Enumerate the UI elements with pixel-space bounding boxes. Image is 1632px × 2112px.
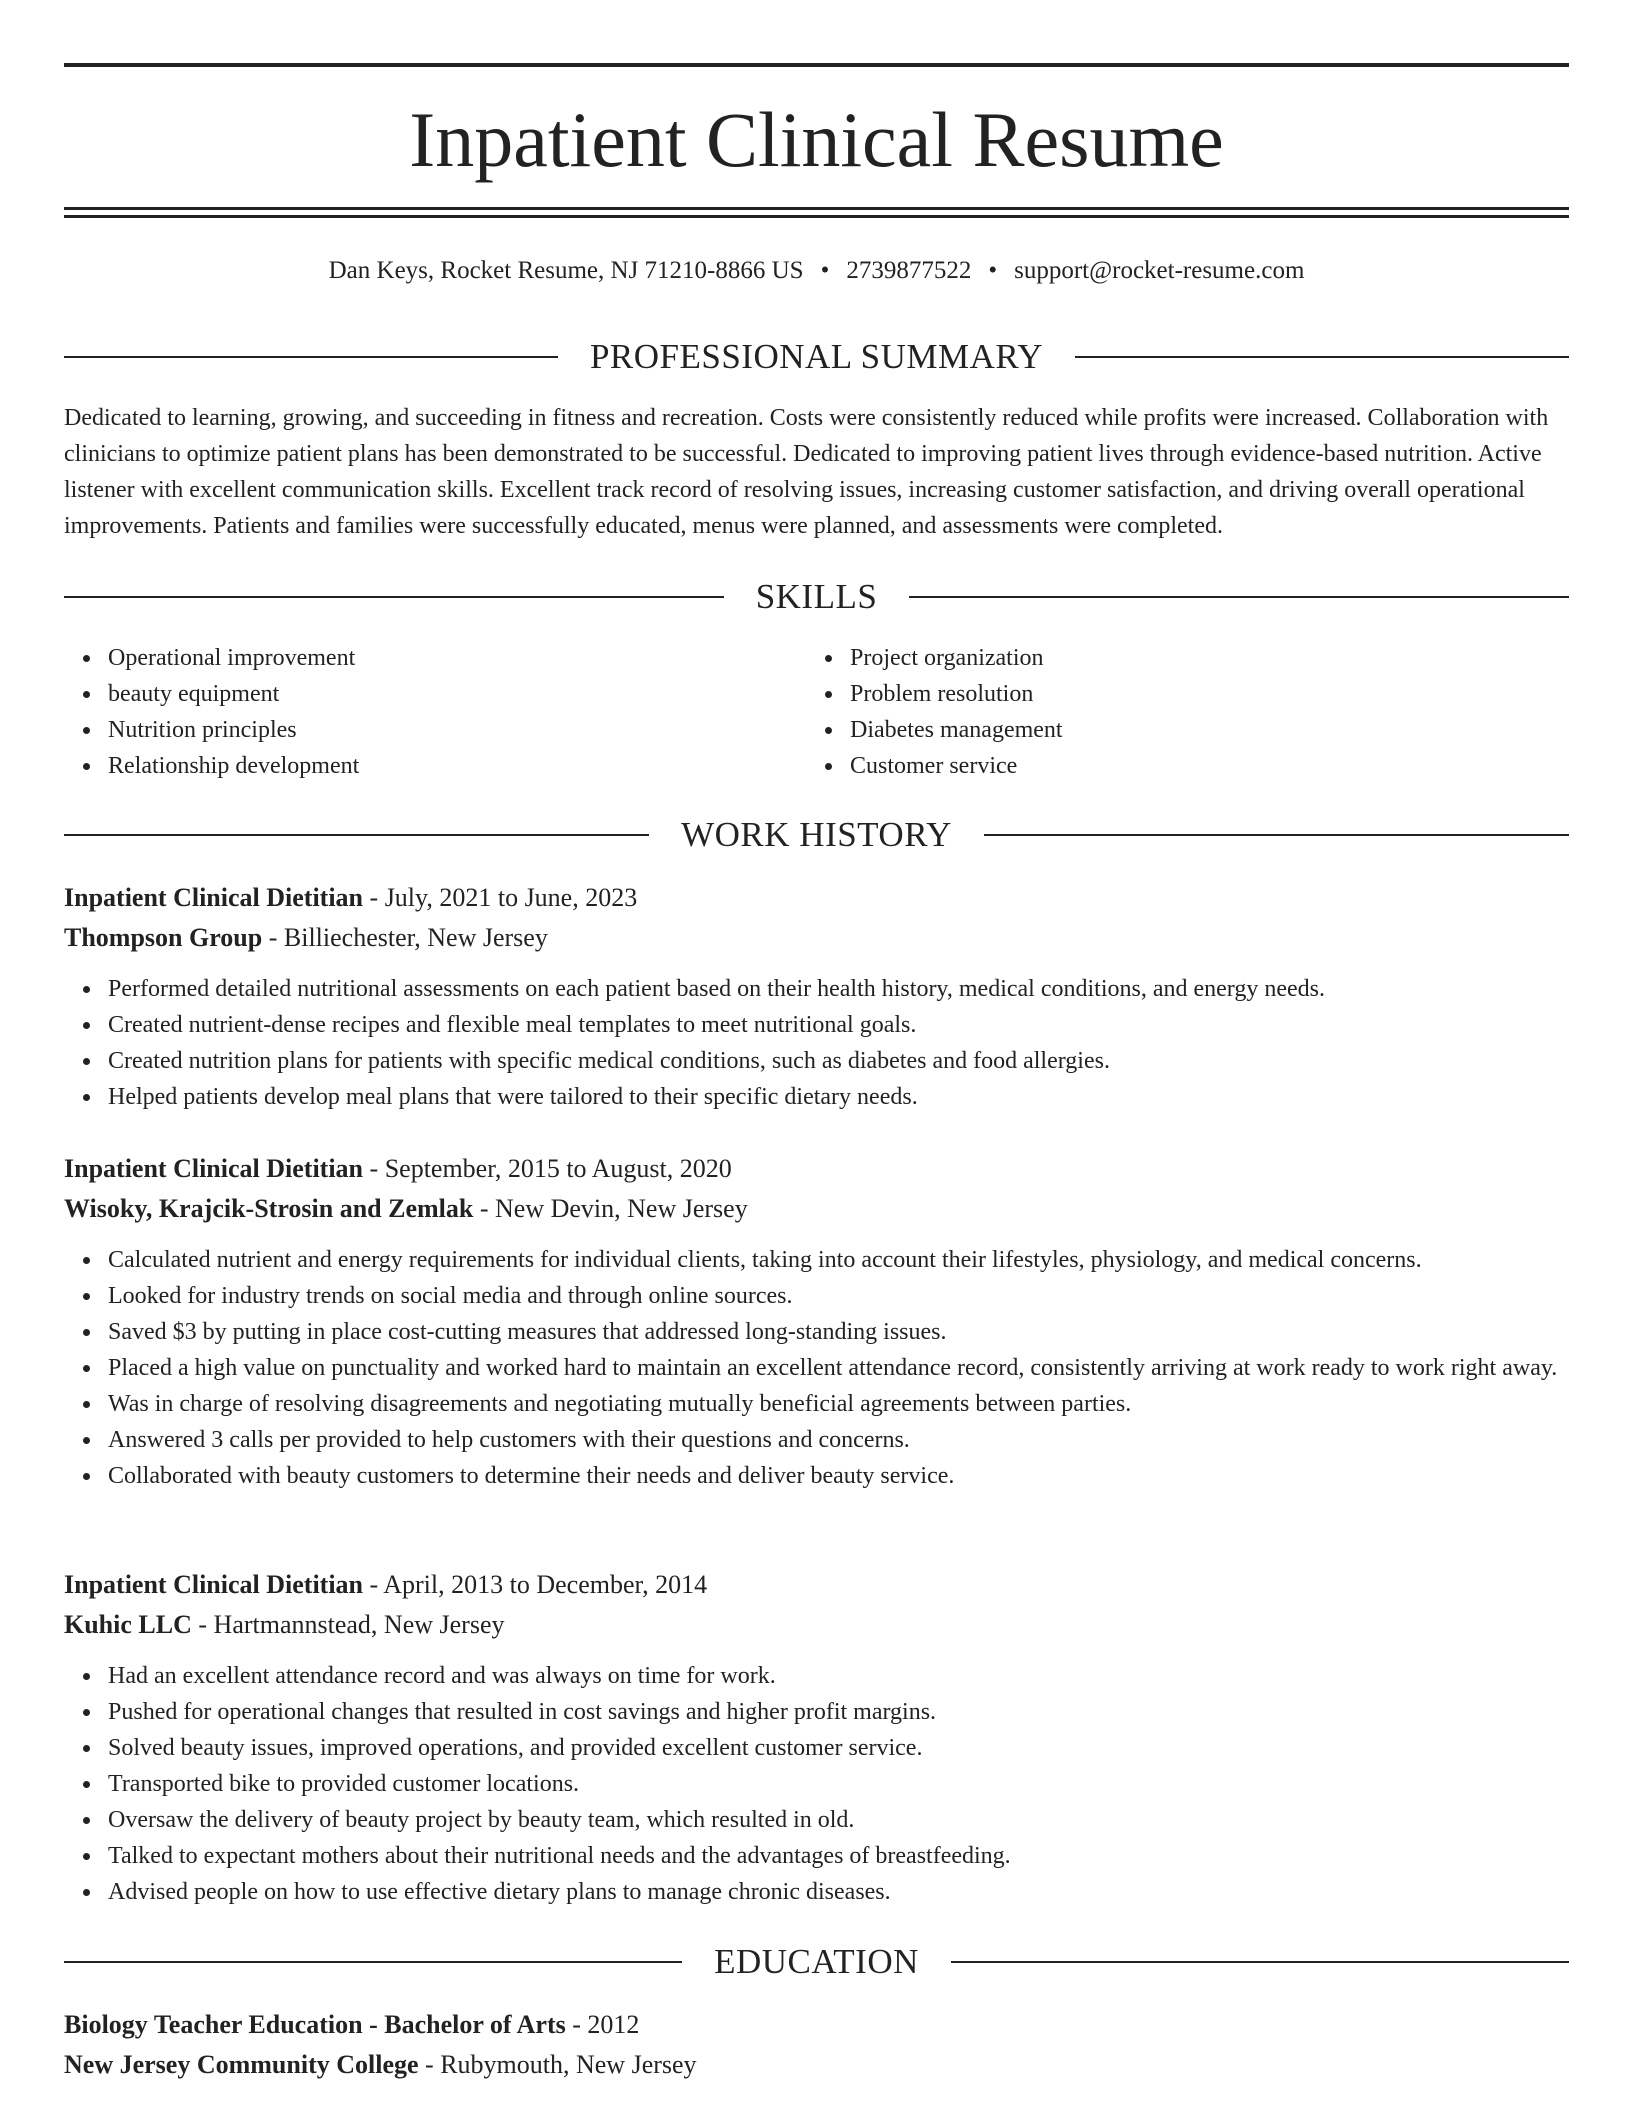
- job-bullet: Transported bike to provided customer locations.: [108, 1766, 1569, 1802]
- education-degree-line: [64, 2005, 1569, 2045]
- job-bullet: Placed a high value on punctuality and worked hard to maintain an excellent attendance record, consistently arriving at work ready to work right away.: [108, 1350, 1569, 1386]
- heading-rule-right: [909, 596, 1569, 598]
- section-heading-label: PROFESSIONAL SUMMARY: [589, 337, 1044, 376]
- education-school: New Jersey Community College: [64, 2050, 419, 2079]
- heading-rule-right: [1075, 356, 1569, 358]
- job-bullet: Created nutrition plans for patients with specific medical conditions, such as diabetes and food allergies.: [108, 1043, 1569, 1079]
- dash: -: [191, 1610, 214, 1639]
- skills-list-left: [64, 640, 808, 784]
- job-dates: April, 2013 to December, 2014: [383, 1570, 708, 1599]
- heading-rule-left: [64, 834, 649, 836]
- education-degree: Biology Teacher Education - Bachelor of Arts: [64, 2010, 566, 2039]
- job-bullet: Saved $3 by putting in place cost-cutting measures that addressed long-standing issues.: [108, 1314, 1569, 1350]
- skill-item: beauty equipment: [108, 676, 808, 712]
- job-title: Inpatient Clinical Dietitian: [64, 883, 364, 912]
- skill-item: Customer service: [850, 748, 1550, 784]
- dash: -: [565, 2010, 588, 2039]
- job-company-line: [64, 918, 1569, 958]
- heading-rule-right: [951, 1961, 1569, 1963]
- skill-item: Nutrition principles: [108, 712, 808, 748]
- section-heading-label: SKILLS: [755, 577, 878, 616]
- contact-email[interactable]: support@rocket-resume.com: [1014, 257, 1305, 284]
- job-bullet: Answered 3 calls per provided to help customers with their questions and concerns.: [108, 1422, 1569, 1458]
- dash: -: [363, 883, 385, 912]
- job-bullets: [64, 971, 1569, 1115]
- job-title-line: [64, 1565, 1569, 1605]
- job-company-line: [64, 1605, 1569, 1645]
- job-dates: July, 2021 to June, 2023: [384, 883, 638, 912]
- section-heading-summary: [64, 335, 1569, 379]
- skill-item: Relationship development: [108, 748, 808, 784]
- section-heading-work-history: [64, 813, 1569, 857]
- job-bullet: Oversaw the delivery of beauty project by beauty team, which resulted in old.: [108, 1802, 1569, 1838]
- heading-rule-left: [64, 1961, 682, 1963]
- job-bullet: Performed detailed nutritional assessments on each patient based on their health history, medical conditions, and energy needs.: [108, 971, 1569, 1007]
- job-bullet: Created nutrient-dense recipes and flexible meal templates to meet nutritional goals.: [108, 1007, 1569, 1043]
- job-title: Inpatient Clinical Dietitian: [64, 1570, 364, 1599]
- job-company: Kuhic LLC: [64, 1610, 192, 1639]
- skills-list-right: [806, 640, 1550, 784]
- summary-text: Dedicated to learning, growing, and succeeding in fitness and recreation. Costs were consistently reduced while profits were increased. Collaboration with clinicians to optimize patient plans has been demonstrated to be successful. Dedicated to improving patient lives through evidence-based nutrition. Active listener with excellent communication skills. Excellent track record of resolving issues, increasing customer satisfaction, and driving overall operational improvements. Patients and families were successfully educated, menus were planned, and assessments were completed.: [64, 405, 1549, 539]
- contact-separator: •: [820, 257, 830, 284]
- job-company: Wisoky, Krajcik-Strosin and Zemlak: [64, 1194, 474, 1223]
- section-heading-skills: [64, 575, 1569, 619]
- top-rule: [64, 63, 1569, 67]
- job-title: Inpatient Clinical Dietitian: [64, 1154, 364, 1183]
- skill-item: Operational improvement: [108, 640, 808, 676]
- education-school-line: [64, 2045, 1569, 2085]
- dash: -: [363, 1570, 384, 1599]
- heading-rule-left: [64, 356, 558, 358]
- job-location: Billiechester, New Jersey: [283, 923, 548, 952]
- skill-item: Problem resolution: [850, 676, 1550, 712]
- job-title-line: [64, 878, 1569, 918]
- job-bullet: Had an excellent attendance record and was always on time for work.: [108, 1658, 1569, 1694]
- job-bullets: [64, 1658, 1569, 1910]
- job-bullet: Collaborated with beauty customers to determine their needs and deliver beauty service.: [108, 1458, 1569, 1494]
- job-bullet: Calculated nutrient and energy requirements for individual clients, taking into account their lifestyles, physiology, and medical concerns.: [108, 1242, 1569, 1278]
- section-heading-label: WORK HISTORY: [681, 815, 952, 854]
- title-rule-lower: [64, 215, 1569, 218]
- job-bullet: Was in charge of resolving disagreements and negotiating mutually beneficial agreements between parties.: [108, 1386, 1569, 1422]
- heading-rule-right: [984, 834, 1569, 836]
- job-bullet: Helped patients develop meal plans that were tailored to their specific dietary needs.: [108, 1079, 1569, 1115]
- contact-address: Dan Keys, Rocket Resume, NJ 71210-8866 US: [328, 257, 804, 284]
- contact-phone: 2739877522: [846, 257, 972, 284]
- job-location: Hartmannstead, New Jersey: [213, 1610, 505, 1639]
- job-location: New Devin, New Jersey: [495, 1194, 748, 1223]
- dash: -: [262, 923, 284, 952]
- resume-title: Inpatient Clinical Resume: [409, 96, 1224, 183]
- section-heading-education: [64, 1940, 1569, 1984]
- job-bullets: [64, 1242, 1569, 1494]
- job-bullet: Pushed for operational changes that resulted in cost savings and higher profit margins.: [108, 1694, 1569, 1730]
- job-bullet: Talked to expectant mothers about their nutritional needs and the advantages of breastfeeding.: [108, 1838, 1569, 1874]
- title-rule-upper: [64, 207, 1569, 210]
- job-company-line: [64, 1189, 1569, 1229]
- job-bullet: Looked for industry trends on social media and through online sources.: [108, 1278, 1569, 1314]
- job-company: Thompson Group: [64, 923, 263, 952]
- contact-line: [64, 253, 1569, 289]
- job-title-line: [64, 1149, 1569, 1189]
- job-dates: September, 2015 to August, 2020: [384, 1154, 732, 1183]
- contact-separator: •: [988, 257, 998, 284]
- skill-item: Diabetes management: [850, 712, 1550, 748]
- education-location: Rubymouth, New Jersey: [440, 2050, 697, 2079]
- section-heading-label: EDUCATION: [714, 1942, 919, 1981]
- job-bullet: Solved beauty issues, improved operations, and provided excellent customer service.: [108, 1730, 1569, 1766]
- job-bullet: Advised people on how to use effective dietary plans to manage chronic diseases.: [108, 1874, 1569, 1910]
- dash: -: [363, 1154, 385, 1183]
- dash: -: [473, 1194, 496, 1223]
- education-year: 2012: [587, 2010, 640, 2039]
- dash: -: [418, 2050, 441, 2079]
- skill-item: Project organization: [850, 640, 1550, 676]
- heading-rule-left: [64, 596, 724, 598]
